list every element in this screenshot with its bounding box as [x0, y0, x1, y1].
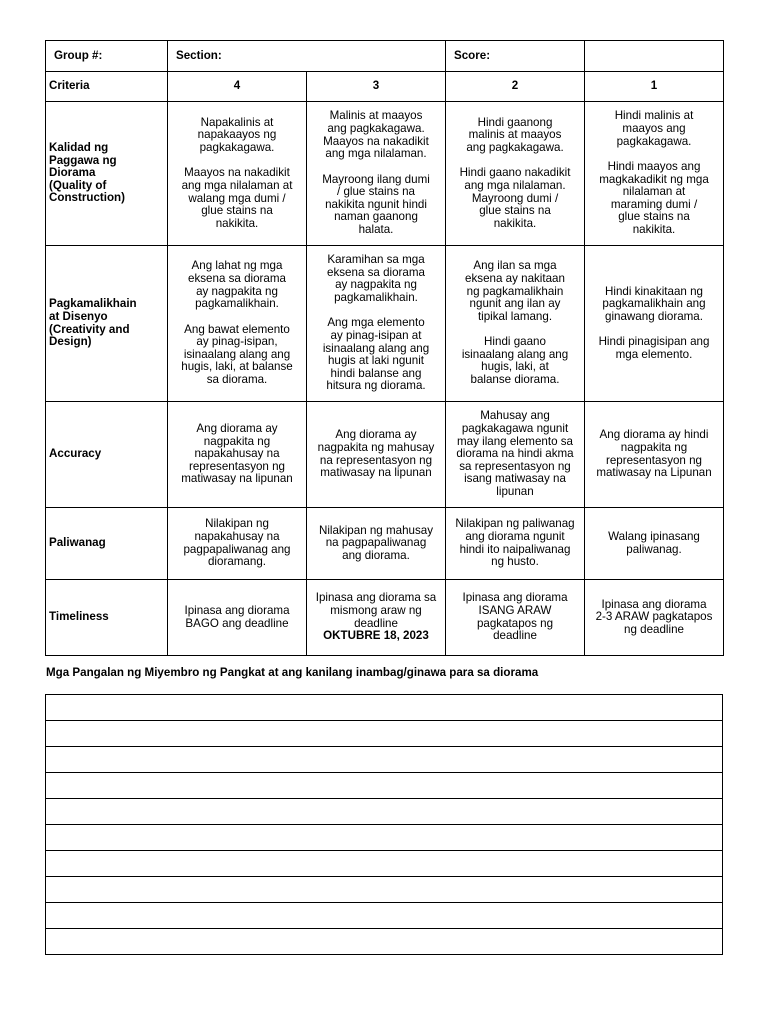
cell-text-line: glue stains na [618, 210, 690, 224]
cell-text-line: Ang bawat elemento [184, 322, 290, 336]
cell-text-line: Mayroong ilang dumi [322, 172, 430, 186]
cell-text-line: hugis, laki, at balanse [181, 360, 293, 374]
cell-text-line: halata. [358, 223, 394, 237]
rubric-table [45, 40, 724, 656]
cell-text-line: malinis at maayos [468, 128, 562, 142]
cell-text-line: lipunan [496, 484, 534, 498]
cell-text-line: sa diorama. [206, 373, 268, 387]
cell-text-line: na representasyon ng [319, 453, 433, 467]
criterion-label [46, 402, 168, 508]
cell-text-line: eksena sa diorama [327, 265, 425, 279]
descriptor-level-4 [168, 102, 307, 246]
cell-text-line: deadline [354, 616, 398, 630]
cell-text-line: Accuracy [49, 447, 102, 461]
member-row [46, 799, 723, 825]
member-row [46, 721, 723, 747]
cell-text-line: OKTUBRE 18, 2023 [323, 629, 429, 643]
rubric-row-pagkamalikhain [46, 246, 724, 402]
cell-text-line: nilalaman at [622, 185, 686, 199]
cell-text-line: Timeliness [49, 610, 109, 624]
cell-text-line: ang diorama. [342, 548, 410, 562]
cell-text-line: deadline [493, 629, 537, 643]
rubric-row-kalidad-ng [46, 102, 724, 246]
cell-text-line: isinaalang alang ang [322, 341, 430, 355]
cell-text-line: Ang diorama ay [335, 428, 417, 442]
cell-text-line: ang mga nilalaman. [325, 147, 427, 161]
cell-text-line: at Disenyo [49, 309, 108, 323]
rubric-row-accuracy [46, 402, 724, 508]
cell-text-line: ISANG ARAW [478, 603, 552, 617]
cell-text-line: pagkatapos ng [476, 616, 554, 630]
cell-text-line: nakikita. [632, 223, 676, 237]
cell-text-line: Paliwanag [49, 536, 106, 550]
cell-text-line: pagkamalikhain. [195, 297, 279, 311]
level-3-header: 3 [307, 72, 446, 102]
descriptor-level-1 [585, 246, 724, 402]
cell-text-line: Nilakipan ng mahusay [318, 523, 434, 537]
cell-text-line: isinaalang alang ang [183, 347, 291, 361]
cell-text-line: pagkamalikhain. [334, 290, 418, 304]
cell-text-line: balanse diorama. [470, 373, 560, 387]
criterion-label [46, 102, 168, 246]
cell-text-line: Ipinasa ang diorama sa [315, 591, 437, 605]
criterion-label [46, 246, 168, 402]
cell-text-line: napakaayos ng [197, 128, 277, 142]
cell-text-line: isang matiwasay na [464, 472, 566, 486]
cell-text-line: pagpapaliwanag ang [183, 542, 291, 556]
cell-text-line: Hindi gaano [484, 335, 546, 349]
cell-text-line: pagkakagawa. [616, 134, 692, 148]
cell-text-line: Maayos na nakadikit [323, 134, 429, 148]
member-entry-field[interactable] [46, 747, 723, 773]
criterion-label [46, 508, 168, 580]
rubric-row-paliwanag [46, 508, 724, 580]
cell-text-line: ngunit ang ilan ay [469, 297, 561, 311]
descriptor-level-4 [168, 508, 307, 580]
cell-text-line: mismong araw ng [330, 603, 422, 617]
member-entry-field[interactable] [46, 773, 723, 799]
cell-text-line: ang diorama ngunit [465, 529, 565, 543]
descriptor-level-3 [307, 246, 446, 402]
cell-text-line: Design) [49, 335, 92, 349]
member-row [46, 747, 723, 773]
level-1-header: 1 [585, 72, 724, 102]
cell-text-line: maraming dumi / [610, 197, 698, 211]
cell-text-line: Maayos na nakadikit [184, 166, 290, 180]
cell-text-line: eksena ay nakitaan [465, 271, 565, 285]
member-entry-field[interactable] [46, 851, 723, 877]
cell-text-line: nakikita. [215, 216, 259, 230]
cell-text-line: nagpakita ng mahusay [317, 440, 435, 454]
cell-text-line: walang mga dumi / [188, 191, 286, 205]
cell-text-line: ginawang diorama. [605, 309, 703, 323]
cell-text-line: na pagpapaliwanag [325, 536, 427, 550]
cell-text-line: pagkakagawa. [199, 140, 275, 154]
cell-text-line: mga elemento. [615, 347, 693, 361]
descriptor-level-4 [168, 580, 307, 656]
paragraph-gap [171, 311, 303, 324]
cell-text-line: Nilakipan ng paliwanag [455, 517, 575, 531]
cell-text-line: Hindi maayos ang [607, 160, 701, 174]
cell-text-line: Hindi gaano nakadikit [459, 166, 571, 180]
member-entry-field[interactable] [46, 799, 723, 825]
descriptor-level-3 [307, 508, 446, 580]
member-row [46, 695, 723, 721]
member-row [46, 903, 723, 929]
cell-text-line: nakikita ngunit hindi [325, 197, 427, 211]
cell-text-line: ay pinag-isipan, [196, 335, 278, 349]
level-4-header: 4 [168, 72, 307, 102]
cell-text-line: Malinis at maayos [329, 109, 423, 123]
cell-text-line: ang pagkakagawa. [327, 121, 425, 135]
cell-text-line: nakikita. [493, 216, 537, 230]
group-label: Group #: [46, 41, 168, 72]
descriptor-level-4 [168, 246, 307, 402]
members-table [45, 694, 723, 955]
cell-text-line: ang mga nilalaman at [181, 179, 293, 192]
cell-text-line: Kalidad ng [49, 141, 109, 155]
cell-text-line: glue stains na [479, 204, 551, 218]
cell-text-line: Ang ilan sa mga [473, 259, 557, 273]
cell-text-line: Mahusay ang [480, 409, 550, 423]
cell-text-line: paliwanag. [626, 542, 682, 556]
cell-text-line: Hindi kinakitaan ng [605, 284, 703, 298]
descriptor-level-2 [446, 402, 585, 508]
member-row [46, 825, 723, 851]
cell-text-line: Paggawa ng [49, 153, 117, 167]
header-row [46, 41, 724, 72]
member-entry-field[interactable] [46, 877, 723, 903]
cell-text-line: Karamihan sa mga [327, 253, 425, 267]
cell-text-line: ng pagkamalikhain [466, 284, 564, 298]
criterion-label [46, 580, 168, 656]
cell-text-line: matiwasay na lipunan [320, 466, 432, 480]
cell-text-line: napakahusay na [194, 447, 280, 461]
cell-text-line: representasyon ng [188, 459, 286, 473]
cell-text-line: Construction) [49, 191, 125, 205]
member-row [46, 851, 723, 877]
descriptor-level-3 [307, 580, 446, 656]
descriptor-level-1 [585, 102, 724, 246]
cell-text-line: dioramang. [207, 555, 266, 569]
cell-text-line: nagpakita ng [203, 434, 271, 448]
cell-text-line: maayos ang [622, 121, 686, 135]
cell-text-line: hugis, laki, at [481, 360, 549, 374]
cell-text-line: Hindi gaanong [477, 115, 553, 129]
descriptor-level-1 [585, 580, 724, 656]
cell-text-line: Ipinasa ang diorama [462, 591, 568, 605]
cell-text-line: isinaalang alang ang [461, 347, 569, 361]
cell-text-line: Ang mga elemento [327, 316, 425, 330]
cell-text-line: hugis at laki ngunit [327, 354, 425, 368]
cell-text-line: ay nagpakita ng [335, 278, 417, 292]
cell-text-line: ang mga nilalaman. [464, 179, 566, 192]
member-row [46, 929, 723, 955]
cell-text-line: pagkakagawa ngunit [461, 422, 569, 436]
cell-text-line: eksena sa diorama [188, 271, 286, 285]
level-2-header: 2 [446, 72, 585, 102]
descriptor-level-2 [446, 246, 585, 402]
member-entry-field[interactable] [46, 695, 723, 721]
cell-text-line: Hindi pinagisipan ang [598, 335, 710, 349]
cell-text-line: magkakadikit ng mga [599, 172, 709, 186]
cell-text-line: hindi balanse ang [330, 366, 422, 380]
cell-text-line: Walang ipinasang [608, 529, 700, 543]
cell-text-line: ay pinag-isipan at [330, 329, 422, 342]
rubric-body [46, 102, 724, 656]
cell-text-line: representasyon ng [605, 453, 703, 467]
criteria-row [46, 72, 724, 102]
cell-text-line: nagpakita ng [620, 440, 688, 454]
cell-text-line: glue stains na [201, 204, 273, 218]
paragraph-gap [310, 161, 442, 174]
member-entry-field[interactable] [46, 929, 723, 955]
cell-text-line: Diorama [49, 166, 96, 180]
cell-text-line: hitsura ng diorama. [326, 379, 426, 393]
descriptor-level-4 [168, 402, 307, 508]
cell-text-line: tipikal lamang. [477, 309, 553, 323]
cell-text-line: hindi ito naipaliwanag [459, 542, 571, 556]
descriptor-level-3 [307, 102, 446, 246]
cell-text-line: Napakalinis at [200, 115, 274, 129]
cell-text-line: Ipinasa ang diorama [184, 603, 290, 617]
cell-text-line: Ang diorama ay [196, 422, 278, 436]
cell-text-line: ng husto. [491, 555, 539, 569]
cell-text-line: Ang diorama ay hindi [599, 428, 709, 442]
member-entry-field[interactable] [46, 721, 723, 747]
cell-text-line: matiwasay na lipunan [181, 472, 293, 486]
members-title: Mga Pangalan ng Miyembro ng Pangkat at ang kanilang inambag/ginawa para sa diorama [46, 666, 539, 679]
cell-text-line: diorama na hindi akma [456, 447, 574, 461]
cell-text-line: matiwasay na Lipunan [596, 466, 712, 480]
cell-text-line: (Creativity and [49, 322, 130, 336]
cell-text-line: Nilakipan ng [205, 517, 269, 531]
cell-text-line: / glue stains na [337, 185, 415, 199]
member-entry-field[interactable] [46, 903, 723, 929]
cell-text-line: ng deadline [624, 622, 684, 636]
cell-text-line: BAGO ang deadline [185, 616, 289, 630]
member-entry-field[interactable] [46, 825, 723, 851]
member-row [46, 773, 723, 799]
descriptor-level-2 [446, 508, 585, 580]
descriptor-level-1 [585, 402, 724, 508]
rubric-row-timeliness [46, 580, 724, 656]
descriptor-level-3 [307, 402, 446, 508]
cell-text-line: Pagkamalikhain [49, 297, 137, 311]
cell-text-line: ang pagkakagawa. [466, 140, 564, 154]
descriptor-level-2 [446, 580, 585, 656]
cell-text-line: may ilang elemento sa [457, 434, 573, 448]
cell-text-line: Ipinasa ang diorama [601, 597, 707, 611]
member-row [46, 877, 723, 903]
cell-text-line: 2-3 ARAW pagkatapos [595, 610, 713, 624]
cell-text-line: (Quality of [49, 178, 107, 192]
section-label: Section: [168, 41, 446, 72]
cell-text-line: Ang lahat ng mga [191, 259, 283, 273]
cell-text-line: napakahusay na [194, 529, 280, 543]
cell-text-line: sa representasyon ng [459, 459, 571, 473]
cell-text-line: naman gaanong [334, 210, 418, 224]
score-label: Score: [446, 41, 585, 72]
criteria-label: Criteria [46, 72, 168, 102]
cell-text-line: Hindi malinis at [614, 109, 694, 123]
score-value-cell[interactable] [585, 41, 724, 72]
descriptor-level-1 [585, 508, 724, 580]
cell-text-line: Mayroong dumi / [471, 191, 559, 205]
descriptor-level-2 [446, 102, 585, 246]
cell-text-line: ay nagpakita ng [196, 284, 278, 298]
cell-text-line: pagkamalikhain ang [602, 297, 706, 311]
